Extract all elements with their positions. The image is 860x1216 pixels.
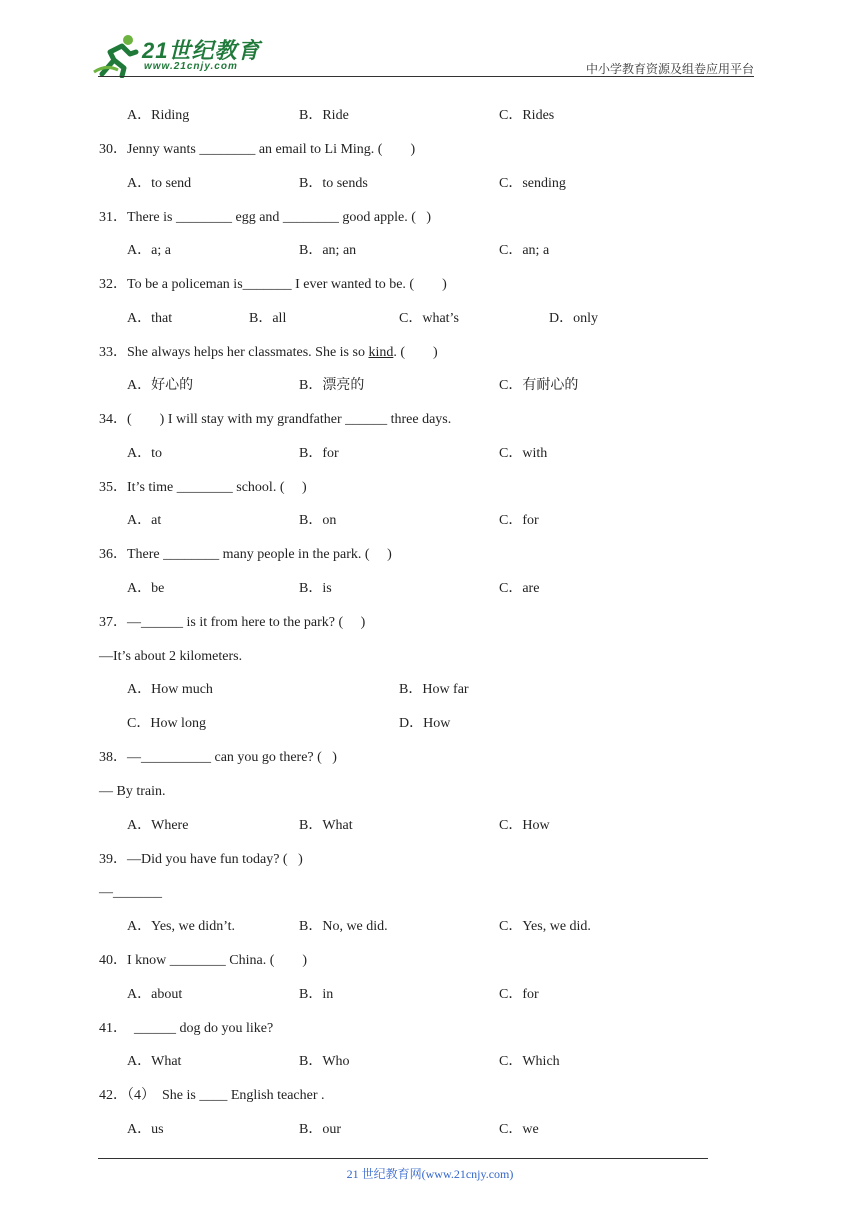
option-38-b: B．What: [299, 818, 353, 833]
option-39-a: A．Yes, we didn’t.: [127, 919, 235, 934]
logo: [92, 34, 262, 78]
option-31-a: A．a; a: [127, 243, 171, 258]
option-41-a: A．What: [127, 1054, 182, 1069]
option-37-b: B．How far: [399, 682, 469, 697]
question-42: 42．（4） She is ____ English teacher .: [99, 1088, 325, 1103]
option-39-c: C．Yes, we did.: [499, 919, 591, 934]
option-29-a: A．Riding: [127, 108, 190, 123]
option-39-b: B．No, we did.: [299, 919, 388, 934]
logo-url: www.21cnjy.com: [144, 61, 238, 72]
option-32-c: C．what’s: [399, 311, 459, 326]
option-33-a: A．好心的: [127, 378, 194, 393]
option-29-c: C．Rides: [499, 108, 555, 123]
question-37: 37．—______ is it from here to the park? ( ): [99, 615, 366, 630]
option-31-c: C．an; a: [499, 243, 550, 258]
option-38-a: A．Where: [127, 818, 189, 833]
question-38: 38．—__________ can you go there? ( ): [99, 750, 337, 765]
question-33-underlined-word: kind: [368, 345, 394, 360]
option-35-c: C．for: [499, 513, 539, 528]
option-36-c: C．are: [499, 581, 540, 596]
option-34-b: B．for: [299, 446, 339, 461]
header-divider: [98, 76, 754, 77]
option-41-b: B．Who: [299, 1054, 350, 1069]
option-37-c: C．How long: [127, 716, 206, 731]
question-36: 36．There ________ many people in the park. ( ): [99, 547, 392, 562]
option-37-a: A．How much: [127, 682, 213, 697]
option-30-a: A．to send: [127, 176, 192, 191]
option-37-d: D．How: [399, 716, 451, 731]
question-35: 35．It’s time ________ school. ( ): [99, 480, 307, 495]
page-header: [0, 0, 860, 80]
footer-source-link[interactable]: 21 世纪教育网(www.21cnjy.com): [346, 1167, 514, 1181]
option-33-c: C．有耐心的: [499, 378, 579, 393]
question-40: 40．I know ________ China. ( ): [99, 953, 308, 968]
option-29-b: B．Ride: [299, 108, 349, 123]
logo-name: 21世纪教育: [142, 38, 261, 63]
question-30: 30．Jenny wants ________ an email to Li Ming. ( ): [99, 142, 416, 157]
option-40-b: B．in: [299, 987, 334, 1002]
option-34-c: C．with: [499, 446, 548, 461]
option-35-a: A．at: [127, 513, 162, 528]
header-platform-text: 中小学教育资源及组卷应用平台: [585, 62, 754, 76]
option-40-c: C．for: [499, 987, 539, 1002]
question-33: [99, 345, 438, 361]
option-38-c: C．How: [499, 818, 550, 833]
footer-divider: [98, 1158, 708, 1159]
option-32-d: D．only: [549, 311, 598, 326]
option-32-b: B．all: [249, 311, 287, 326]
option-42-a: A．us: [127, 1122, 164, 1137]
question-37-answer-line: —It’s about 2 kilometers.: [99, 649, 243, 664]
question-39: 39．—Did you have fun today? ( ): [99, 852, 303, 867]
option-32-a: A．that: [127, 311, 173, 326]
question-34: 34．( ) I will stay with my grandfather ______ three days.: [99, 412, 452, 427]
question-32: 32．To be a policeman is_______ I ever wanted to be. ( ): [99, 277, 447, 292]
option-31-b: B．an; an: [299, 243, 357, 258]
option-41-c: C．Which: [499, 1054, 560, 1069]
runner-logo-icon: [92, 34, 140, 78]
question-33-text: 33．She always helps her classmates. She is so: [99, 345, 369, 360]
option-42-b: B．our: [299, 1122, 341, 1137]
option-42-c: C．we: [499, 1122, 539, 1137]
option-34-a: A．to: [127, 446, 162, 461]
question-33-paren: . ( ): [393, 345, 438, 360]
option-36-b: B．is: [299, 581, 332, 596]
question-31: 31．There is ________ egg and ________ good apple. ( ): [99, 210, 432, 225]
option-30-b: B．to sends: [299, 176, 368, 191]
option-33-b: B．漂亮的: [299, 378, 365, 393]
option-40-a: A．about: [127, 987, 183, 1002]
option-35-b: B．on: [299, 513, 337, 528]
option-30-c: C．sending: [499, 176, 566, 191]
question-41: 41． ______ dog do you like?: [99, 1021, 274, 1036]
option-36-a: A．be: [127, 581, 165, 596]
question-39-answer-line: —_______: [99, 885, 162, 900]
question-38-answer-line: — By train.: [99, 784, 166, 799]
